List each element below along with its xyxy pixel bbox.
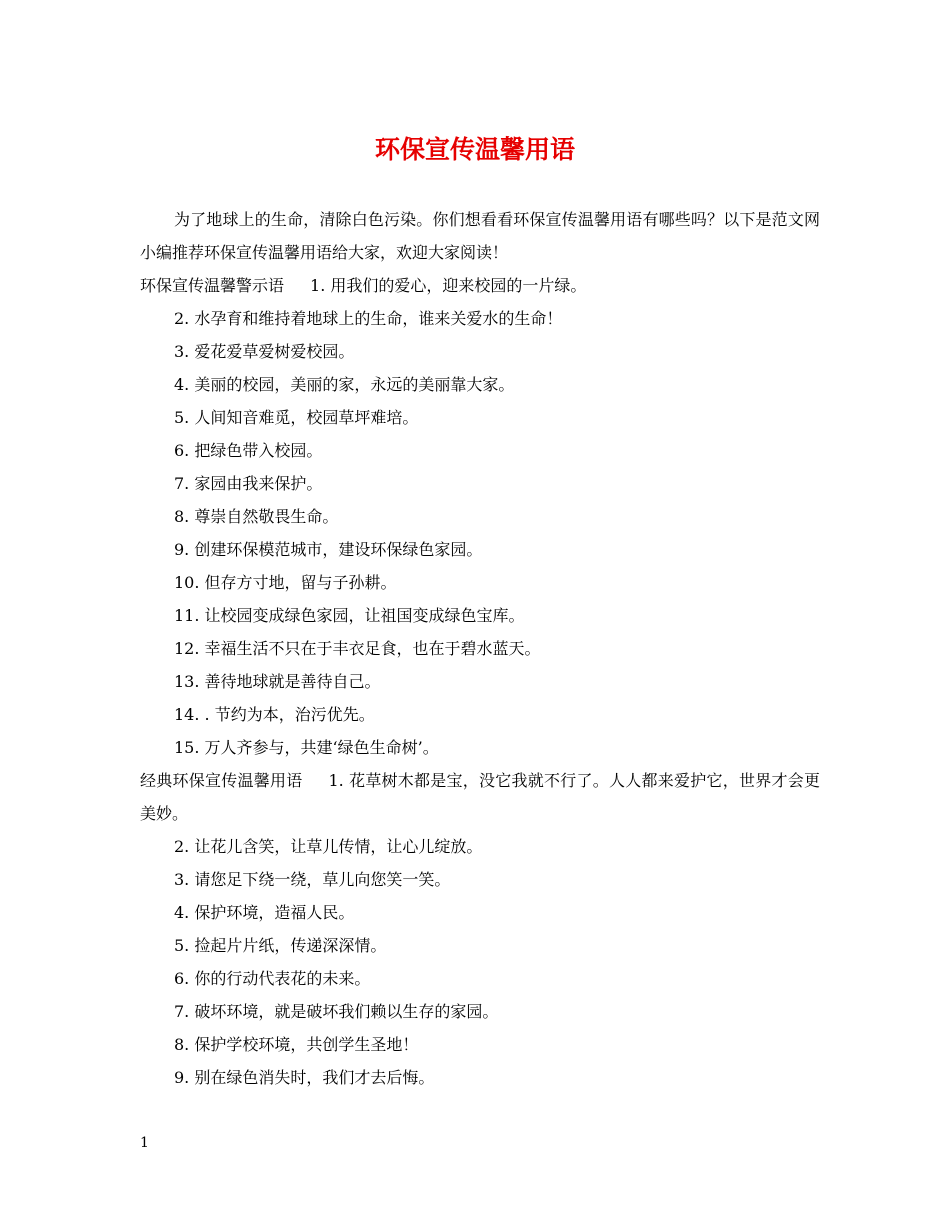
list-item: 11. 让校园变成绿色家园，让祖国变成绿色宝库。 <box>174 606 525 625</box>
list-item: 7. 家园由我来保护。 <box>174 474 323 493</box>
section1-line <box>140 269 820 302</box>
list-item: 14. . 节约为本，治污优先。 <box>174 705 375 724</box>
list-item: 3. 爱花爱草爱树爱校园。 <box>174 342 355 361</box>
list-item: 2. 水孕育和维持着地球上的生命，谁来关爱水的生命！ <box>174 309 563 328</box>
list-item: 13. 善待地球就是善待自己。 <box>174 672 381 691</box>
list-item: 5. 捡起片片纸，传递深深情。 <box>174 936 387 955</box>
section2-heading: 经典环保宣传温馨用语 <box>140 771 303 790</box>
list-item: 6. 把绿色带入校园。 <box>174 441 323 460</box>
document-body <box>140 203 820 1094</box>
list-item: 9. 创建环保模范城市，建设环保绿色家园。 <box>174 540 483 559</box>
list-item: 9. 别在绿色消失时，我们才去后悔。 <box>174 1068 435 1087</box>
list-item: 15. 万人齐参与，共建‘绿色生命树’。 <box>174 738 439 757</box>
list-item: 5. 人间知音难觅，校园草坪难培。 <box>174 408 419 427</box>
list-item: 4. 保护环境，造福人民。 <box>174 903 355 922</box>
list-item: 6. 你的行动代表花的未来。 <box>174 969 371 988</box>
page-number: 1 <box>140 1135 149 1151</box>
list-item: 8. 尊崇自然敬畏生命。 <box>174 507 339 526</box>
intro-paragraph: 为了地球上的生命，清除白色污染。你们想看看环保宣传温馨用语有哪些吗？以下是范文网小编推荐环保宣传温馨用语给大家，欢迎大家阅读！ <box>140 210 820 262</box>
page-title: 环保宣传温馨用语 <box>374 135 575 164</box>
section2-line <box>140 764 820 830</box>
list-item: 2. 让花儿含笑，让草儿传情，让心儿绽放。 <box>174 837 483 856</box>
section2-first-item: 1. 花草树木都是宝，没它我就不行了。人人都来爱护它，世界才会更美妙。 <box>140 771 820 823</box>
section1-first-item: 1. 用我们的爱心，迎来校园的一片绿。 <box>310 276 587 295</box>
list-item: 3. 请您足下绕一绕，草儿向您笑一笑。 <box>174 870 451 889</box>
section1-list <box>140 302 820 764</box>
list-item: 10. 但存方寸地，留与子孙耕。 <box>174 573 397 592</box>
list-item: 7. 破坏环境，就是破坏我们赖以生存的家园。 <box>174 1002 499 1021</box>
list-item: 8. 保护学校环境，共创学生圣地！ <box>174 1035 419 1054</box>
list-item: 4. 美丽的校园，美丽的家，永远的美丽靠大家。 <box>174 375 515 394</box>
list-item: 12. 幸福生活不只在于丰衣足食，也在于碧水蓝天。 <box>174 639 541 658</box>
section2-list <box>140 830 820 1094</box>
section1-heading: 环保宣传温馨警示语 <box>140 276 285 295</box>
